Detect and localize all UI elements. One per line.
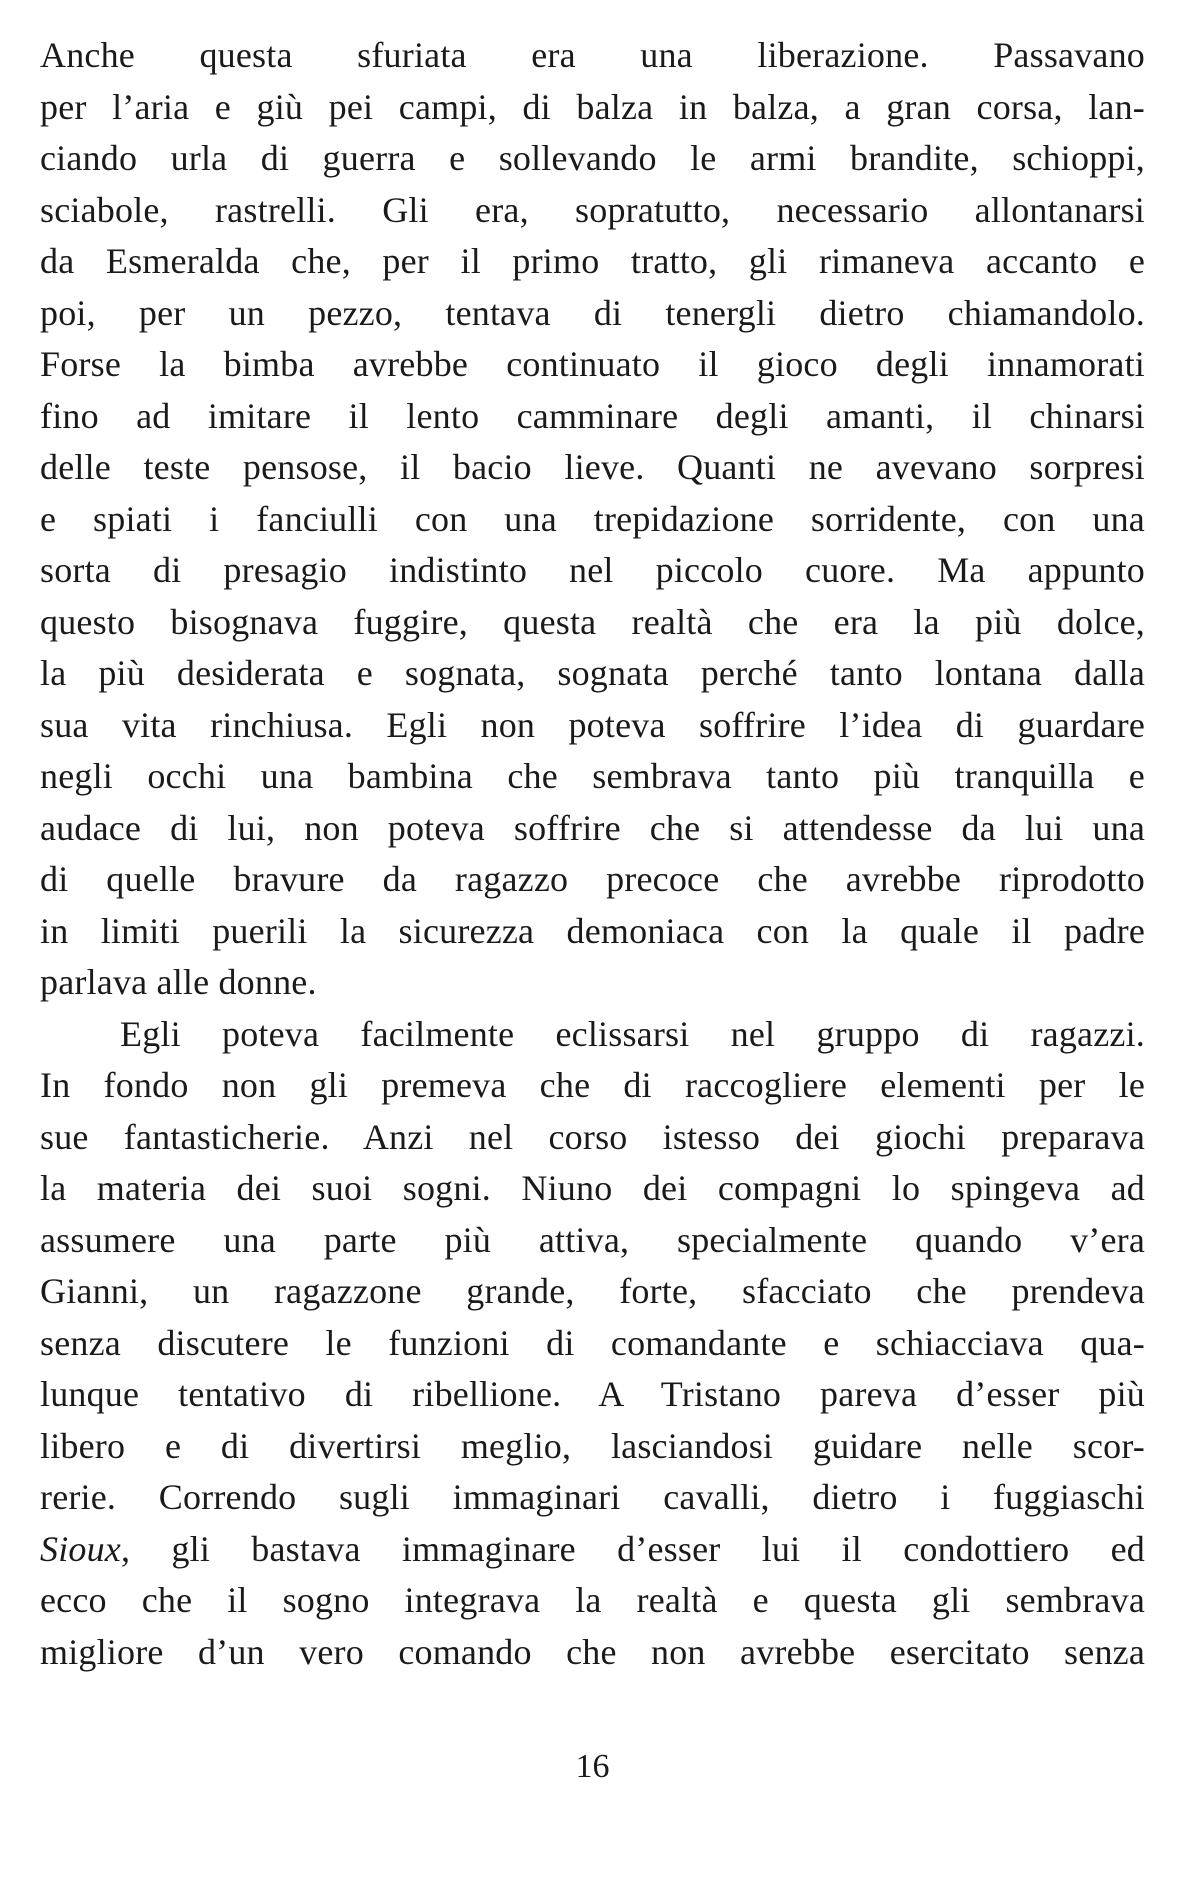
text-line: da Esmeralda che, per il primo tratto, gli rimaneva accanto e — [40, 241, 1145, 281]
text-line: ecco che il sogno integrava la realtà e questa gli sembrava — [40, 1580, 1145, 1620]
text-line: Gianni, un ragazzone grande, forte, sfacciato che prendeva — [40, 1271, 1145, 1311]
text-line: senza discutere le funzioni di comandante e schiacciava qua- — [40, 1322, 1145, 1363]
text-line: parlava alle donne. — [40, 962, 317, 1002]
text-line: la materia dei suoi sogni. Niuno dei compagni lo spingeva ad — [40, 1168, 1145, 1208]
text-line: rerie. Correndo sugli immaginari cavalli, dietro i fuggiaschi — [40, 1477, 1145, 1517]
text-line: lunque tentativo di ribellione. A Tristano pareva d’esser più — [40, 1374, 1145, 1414]
text-line: sciabole, rastrelli. Gli era, sopratutto, necessario allontanarsi — [40, 189, 1145, 230]
text-line: poi, per un pezzo, tentava di tenergli dietro chiamandolo. — [40, 292, 1145, 333]
text-line: questo bisognava fuggire, questa realtà che era la più dolce, — [40, 601, 1145, 642]
text-line: libero e di divertirsi meglio, lasciandosi guidare nelle scor- — [40, 1425, 1145, 1466]
page-number: 16 — [575, 1748, 610, 1785]
text-line: sorta di presagio indistinto nel piccolo cuore. Ma appunto — [40, 550, 1145, 590]
text-line: sue fantasticherie. Anzi nel corso istesso dei giochi preparava — [40, 1116, 1145, 1157]
text-line: Egli poteva facilmente eclissarsi nel gruppo di ragazzi. — [120, 1013, 1145, 1054]
text-line: per l’aria e giù pei campi, di balza in balza, a gran corsa, lan- — [40, 86, 1145, 127]
text-line: In fondo non gli premeva che di raccogliere elementi per le — [40, 1065, 1145, 1105]
book-page — [40, 30, 1145, 1850]
text-line: in limiti puerili la sicurezza demoniaca con la quale il padre — [40, 910, 1145, 951]
text-line: assumere una parte più attiva, specialmente quando v’era — [40, 1219, 1145, 1260]
text-line: negli occhi una bambina che sembrava tanto più tranquilla e — [40, 756, 1145, 796]
text-line: Anche questa sfuriata era una liberazione. Passavano — [40, 35, 1145, 75]
text-line: di quelle bravure da ragazzo precoce che avrebbe riprodotto — [40, 859, 1145, 899]
text-line: Forse la bimba avrebbe continuato il gioco degli innamorati — [40, 344, 1145, 384]
text-line: audace di lui, non poteva soffrire che si attendesse da lui una — [40, 807, 1145, 848]
text-line: e spiati i fanciulli con una trepidazione sorridente, con una — [40, 498, 1145, 539]
body-text — [40, 30, 1145, 1678]
text-line: migliore d’un vero comando che non avrebbe esercitato senza — [40, 1631, 1145, 1672]
text-line: Sioux, gli bastava immaginare d’esser lui il condottiero ed — [40, 1528, 1145, 1569]
text-line: ciando urla di guerra e sollevando le armi brandite, schioppi, — [40, 138, 1145, 178]
text-line: sua vita rinchiusa. Egli non poteva soffrire l’idea di guardare — [40, 704, 1145, 745]
text-line: fino ad imitare il lento camminare degli amanti, il chinarsi — [40, 395, 1145, 436]
text-line: delle teste pensose, il bacio lieve. Quanti ne avevano sorpresi — [40, 447, 1145, 487]
text-line: la più desiderata e sognata, sognata perché tanto lontana dalla — [40, 653, 1145, 693]
